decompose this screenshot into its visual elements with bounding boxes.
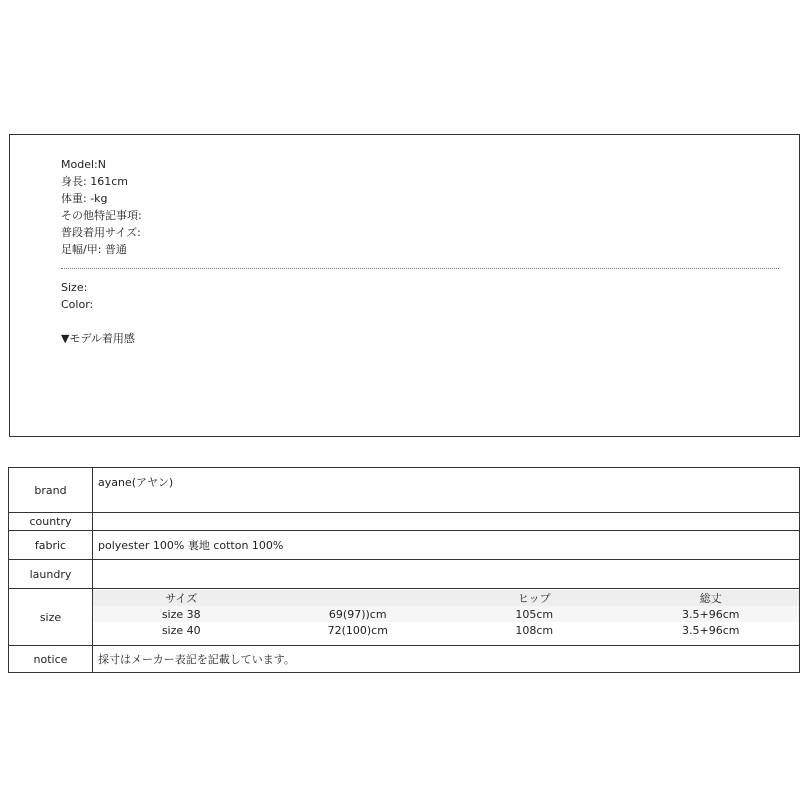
size-row [9, 589, 800, 646]
worn-size-label: Size: [61, 281, 88, 294]
brand-value: ayane(アヤン) [93, 468, 800, 513]
size-row-40 [93, 622, 799, 638]
fabric-row [9, 531, 800, 560]
notice-value: 採寸はメーカー表記を記載しています。 [93, 646, 800, 673]
worn-color-label: Color: [61, 298, 94, 311]
model-info-box [9, 134, 800, 437]
size-row-38 [93, 606, 799, 622]
brand-label: brand [9, 468, 93, 513]
country-label: country [9, 513, 93, 531]
size-cell-hip: 108cm [515, 623, 554, 637]
size-cell-measure: 69(97))cm [270, 606, 447, 622]
fit-heading: ▼モデル着用感 [61, 332, 135, 345]
notice-label: notice [9, 646, 93, 673]
size-header-size: サイズ [93, 590, 270, 606]
fabric-value: polyester 100% 裏地 cotton 100% [93, 531, 800, 560]
size-table [93, 590, 799, 638]
spec-table [8, 467, 800, 673]
model-usual-size: 普段着用サイズ: [61, 226, 141, 239]
model-name: Model:N [61, 158, 106, 171]
size-header-hip: ヒップ [446, 590, 623, 606]
size-cell [93, 589, 800, 646]
model-height: 身長: 161cm [61, 175, 128, 188]
size-cell-measure: 72(100)cm [327, 623, 388, 637]
laundry-value [93, 560, 800, 589]
size-header-blank [270, 590, 447, 606]
country-row [9, 513, 800, 531]
size-header-length: 総丈 [623, 590, 800, 606]
notice-row [9, 646, 800, 673]
laundry-label: laundry [9, 560, 93, 589]
country-value [93, 513, 800, 531]
model-notes: その他特記事項: [61, 209, 142, 222]
size-cell-name: size 38 [93, 606, 270, 622]
size-label: size [9, 589, 93, 646]
brand-row [9, 468, 800, 513]
size-header-row [93, 590, 799, 606]
model-weight: 体重: -kg [61, 192, 108, 205]
size-cell-hip: 105cm [446, 606, 623, 622]
fabric-label: fabric [9, 531, 93, 560]
size-cell-length: 3.5+96cm [623, 606, 800, 622]
size-cell-name: size 40 [161, 623, 201, 637]
laundry-row [9, 560, 800, 589]
divider [61, 268, 779, 269]
model-foot-width: 足幅/甲: 普通 [61, 243, 127, 256]
size-cell-length: 3.5+96cm [682, 623, 740, 637]
